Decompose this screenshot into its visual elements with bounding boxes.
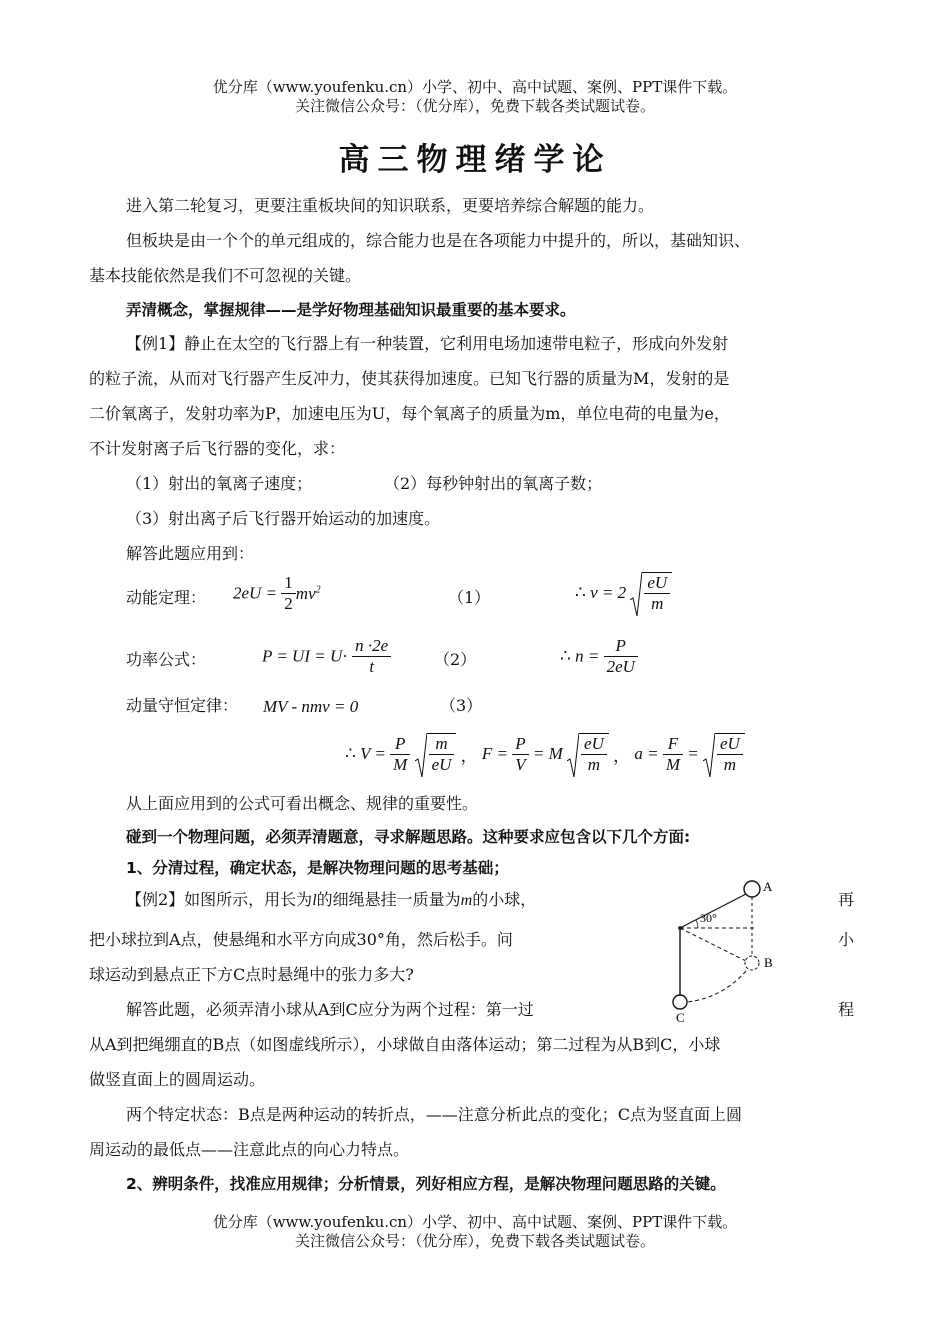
example2-line-6: 做竖直面上的圆周运动。 [89,1070,266,1089]
example2-line-2-end: 小 [838,930,855,949]
eq1-formula: 2eU = $\frac{1}{2}$ $mv^2$ [233,573,321,613]
example2-line-4: 解答此题，必须弄清小球从A到C应分为两个过程：第一过 [126,1000,534,1019]
angle-arc [696,920,698,928]
example1-conclusion: 从上面应用到的公式可看出概念、规律的重要性。 [126,794,479,813]
header-line-2: 关注微信公众号：（优分库），免费下载各类试题试卷。 [294,97,655,115]
eq3-label: 动量守恒定律： [126,696,239,715]
label-a: A [763,879,773,894]
example2-line-3: 球运动到悬点正下方C点时悬绳中的张力多大? [89,965,414,984]
pendulum-figure [662,876,792,1026]
eq2-number: （2） [434,650,477,669]
example2-line-5: 从A到把绳绷直的B点（如图虚线所示），小球做自由落体运动；第二过程为从B到C，小球 [89,1035,721,1054]
taut-rope-b [680,928,746,961]
example2-line-1c: 的小球， [472,890,537,909]
ball-a [744,881,760,897]
angle-label: 30° [700,911,717,925]
eq3-results: ∴ V = $\frac{P}{M}$ $\frac{m}{eU}$ ， F = $\frac{P}{V}$ = M $\frac{eU}{m}$ ， a = $\frac{F}{M}$ = $\frac{eU}{m}$ [345,733,745,775]
var-m: m [460,892,473,909]
point-1-heading: 1、分清过程，确定状态，是解决物理问题的思考基础； [126,859,509,877]
approach-heading: 碰到一个物理问题，必须弄清题意，寻求解题思路。这种要求应包含以下几个方面: [126,828,691,846]
example2-line-1a: 【例2】如图所示，用长为 [126,890,313,909]
var-l: l [312,892,317,909]
example2-line-2: 把小球拉到A点，使悬绳和水平方向成30°角，然后松手。问 [89,930,513,949]
eq1-number: （1） [448,588,491,607]
eq2-result: ∴ n = $\frac{P}{2eU}$ [560,636,638,677]
pivot-point [678,926,682,930]
example1-line-1: 【例1】静止在太空的飞行器上有一种装置，它利用电场加速带电粒子，形成向外发射 [126,334,729,353]
example1-line-3: 二价氧离子，发射功率为P，加速电压为U，每个氧离子的质量为m，单位电荷的电量为e， [89,404,730,423]
intro-line-1: 进入第二轮复习，更要注重板块间的知识联系，更要培养综合解题的能力。 [126,196,655,215]
example2-line-4-end: 程 [838,1000,855,1019]
question-2: （2）每秒钟射出的氧离子数； [384,474,603,493]
label-c: C [676,1010,685,1025]
example1-line-2: 的粒子流，从而对飞行器产生反冲力，使其获得加速度。已知飞行器的质量为M，发射的是 [89,369,730,388]
ball-c [673,995,687,1009]
intro-line-3: 基本技能依然是我们不可忽视的关键。 [89,266,362,285]
point-2-heading: 2、辨明条件，找准应用规律；分析情景，列好相应方程，是解决物理问题思路的关键。 [126,1175,726,1193]
circular-path [687,971,746,1002]
eq1-label: 动能定理： [126,588,207,607]
example2-line-8: 周运动的最低点——注意此点的向心力特点。 [89,1140,410,1159]
principle-heading: 弄清概念，掌握规律——是学好物理基础知识最重要的基本要求。 [126,301,576,319]
example2-line-1b: 的细绳悬挂一质量为 [316,890,461,909]
example2-line-7: 两个特定状态：B点是两种运动的转折点，——注意分析此点的变化；C点为竖直面上圆 [126,1105,743,1124]
footer-line-2: 关注微信公众号：（优分库），免费下载各类试题试卷。 [294,1232,655,1250]
ball-b [745,956,759,970]
eq3-number: （3） [440,696,483,715]
question-3: （3）射出离子后飞行器开始运动的加速度。 [126,509,441,528]
question-1: （1）射出的氧离子速度； [126,474,313,493]
eq3-formula: MV - nmv = 0 [263,697,359,716]
example1-line-4: 不计发射离子后飞行器的变化，求： [89,439,346,458]
eq2-label: 功率公式： [126,650,207,669]
page-title: 高三物理绪学论 [338,142,612,178]
example2-line-1-end: 再 [838,890,855,909]
solution-intro: 解答此题应用到： [126,544,255,563]
eq2-formula: P = UI = U· $\frac{n \cdot 2e}{t}$ [262,636,391,677]
eq1-result: ∴ v = 2 $\frac{eU}{m}$ [575,572,672,614]
example2-line-1 [126,890,536,911]
header-line-1: 优分库（www.youfenku.cn）小学、初中、高中试题、案例、PPT课件下载。 [212,78,738,96]
intro-line-2: 但板块是由一个个的单元组成的，综合能力也是在各项能力中提升的，所以，基础知识、 [126,231,751,250]
footer-line-1: 优分库（www.youfenku.cn）小学、初中、高中试题、案例、PPT课件下载。 [212,1213,738,1231]
label-b: B [764,955,773,970]
